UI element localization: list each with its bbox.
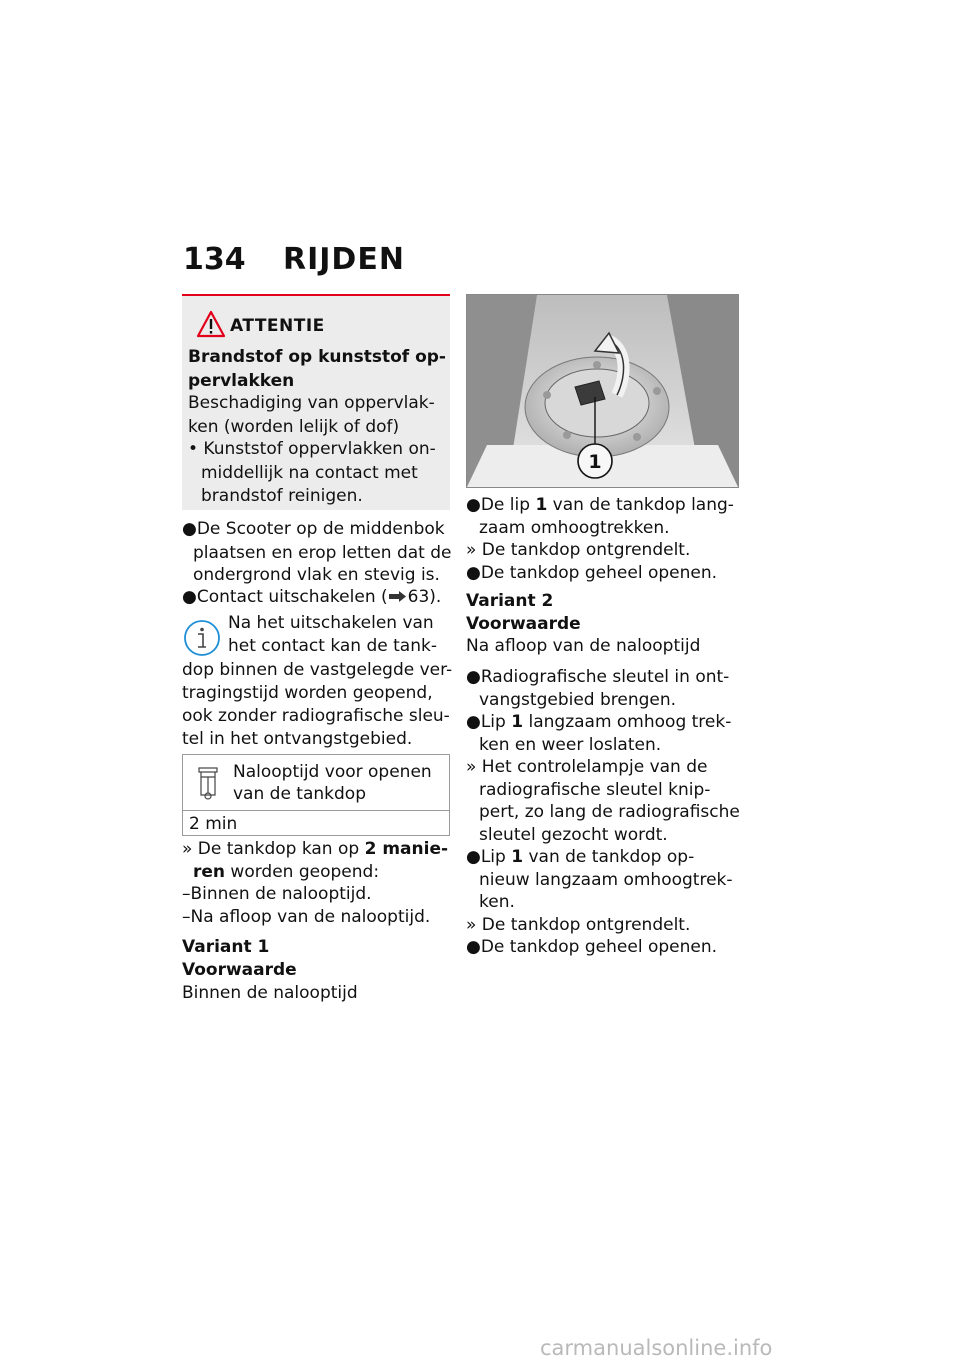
info-line-4: tragingstijd worden geopend, <box>182 683 433 703</box>
steps-a-line-3-text: » De tankdop ontgrendelt. <box>466 540 691 561</box>
steps-b-line-11 <box>479 891 515 914</box>
attention-box <box>182 294 450 510</box>
step-line-4-text: ●Contact uitschakelen ( <box>182 587 388 607</box>
variant-2-condition: Na afloop van de nalooptijd <box>466 636 701 656</box>
steps-a-line-2-text: zaam omhoogtrekken. <box>479 517 670 538</box>
variant-2-condition-label: Voorwaarde <box>466 614 581 634</box>
steps-b-line-5 <box>466 756 708 779</box>
ways-line-1 <box>182 838 448 861</box>
steps-b-line-6 <box>479 779 710 802</box>
attention-body-line-2: ken (worden lelijk of dof) <box>188 417 400 437</box>
info-line-2: het contact kan de tank- <box>228 636 437 656</box>
steps-b-line-4 <box>479 734 661 757</box>
steps-a-line-4 <box>466 562 717 585</box>
steps-b-line-8 <box>479 824 668 847</box>
attention-body-line-1: Beschadiging van oppervlak- <box>188 393 435 413</box>
steps-b-line-6-text: radiografische sleutel knip- <box>479 779 711 800</box>
info-line-5: ook zonder radiografische sleu- <box>182 706 450 726</box>
callout-number: 1 <box>535 495 548 515</box>
steps-a-line-1-rest: van de tankdop lang- <box>547 495 734 515</box>
delay-time-value: 2 min <box>189 814 238 834</box>
ways-dash-2: –Na afloop van de nalooptijd. <box>182 907 431 927</box>
steps-a-line-1 <box>466 494 734 517</box>
page-reference-arrow-icon <box>388 586 408 609</box>
steps-b-line-10-text: nieuw langzaam omhoogtrek- <box>479 869 733 890</box>
callout-number: 1 <box>511 847 524 867</box>
ways-count: 2 manie- <box>364 839 449 859</box>
steps-b-line-7-text: pert, zo lang de radiografische <box>479 802 740 822</box>
steps-b-line-12-text: » De tankdop ontgrendelt. <box>466 914 691 935</box>
steps-a-line-2 <box>479 517 670 540</box>
delay-time-divider <box>183 810 449 811</box>
attention-heading-line-2: pervlakken <box>188 371 295 391</box>
steps-b-line-1-text: ●Radiografische sleutel in ont- <box>466 667 730 687</box>
steps-a-line-3 <box>466 539 690 562</box>
step-line-2: plaatsen en erop letten dat de <box>193 543 452 563</box>
ways-line-2 <box>193 861 379 884</box>
figure-callout-1: 1 <box>588 451 602 473</box>
steps-b-line-1 <box>466 666 729 689</box>
attention-bullet-line-1: • Kunststof oppervlakken on- <box>188 439 436 459</box>
steps-b-line-3 <box>466 711 731 734</box>
steps-b-line-8-text: sleutel gezocht wordt. <box>479 824 668 845</box>
variant-1-condition: Binnen de nalooptijd <box>182 983 358 1003</box>
ways-line-1-text: » De tankdop kan op <box>182 839 365 859</box>
variant-1-title: Variant 1 <box>182 937 270 957</box>
step-line-4 <box>182 586 441 609</box>
fuel-cap-photo <box>466 294 739 488</box>
info-line-3: dop binnen de vastgelegde ver- <box>182 660 453 680</box>
callout-number: 1 <box>511 712 524 732</box>
attention-title: ATTENTIE <box>230 316 325 336</box>
warning-triangle-icon <box>196 310 226 338</box>
steps-b-line-12 <box>466 914 690 937</box>
delay-time-label-1: Nalooptijd voor openen <box>233 762 432 782</box>
delay-time-label-2: van de tankdop <box>233 784 366 804</box>
watermark: carmanualsonline.info <box>540 1336 773 1360</box>
delay-time-box <box>182 754 450 836</box>
page-number: 134 <box>183 242 246 277</box>
info-line-1: Na het uitschakelen van <box>228 613 434 633</box>
ways-count-cont: ren <box>193 862 226 882</box>
info-line-6: tel in het ontvangstgebied. <box>182 729 413 749</box>
steps-b-line-7 <box>479 801 740 824</box>
page-reference[interactable]: 63). <box>407 587 442 607</box>
steps-b-line-9-rest: van de tankdop op- <box>523 847 695 867</box>
steps-b-line-10 <box>479 869 733 892</box>
fuel-cap-illustration <box>467 295 738 487</box>
steps-b-line-3-rest: langzaam omhoog trek- <box>523 712 732 732</box>
step-line-3: ondergrond vlak en stevig is. <box>193 565 440 585</box>
steps-b-line-13-text: ●De tankdop geheel openen. <box>466 937 718 957</box>
steps-b-line-11-text: ken. <box>479 892 515 912</box>
attention-bullet-line-3: brandstof reinigen. <box>201 486 363 506</box>
steps-b-line-9 <box>466 846 694 869</box>
section-title: RIJDEN <box>283 242 405 277</box>
ways-line-2-text: worden geopend: <box>225 862 380 882</box>
steps-b-line-9-text: ●Lip <box>466 847 512 867</box>
info-icon <box>182 618 222 658</box>
steps-b-line-13 <box>466 936 717 959</box>
variant-2-title: Variant 2 <box>466 591 554 611</box>
ways-dash-1: –Binnen de nalooptijd. <box>182 884 372 904</box>
steps-b-line-2-text: vangstgebied brengen. <box>479 689 677 710</box>
steps-b-line-3-text: ●Lip <box>466 712 512 732</box>
attention-bullet-line-2: middellijk na contact met <box>201 463 418 483</box>
variant-1-condition-label: Voorwaarde <box>182 960 297 980</box>
steps-a-line-4-text: ●De tankdop geheel openen. <box>466 562 718 583</box>
steps-b-line-5-text: » Het controlelampje van de <box>466 757 708 777</box>
steps-a-line-1-text: ●De lip <box>466 495 536 515</box>
steps-b-line-2 <box>479 689 676 712</box>
step-line-1: ●De Scooter op de middenbok <box>182 519 445 539</box>
fuel-cap-timer-icon <box>197 765 219 801</box>
attention-heading-line-1: Brandstof op kunststof op- <box>188 347 446 367</box>
steps-b-line-4-text: ken en weer loslaten. <box>479 734 662 755</box>
